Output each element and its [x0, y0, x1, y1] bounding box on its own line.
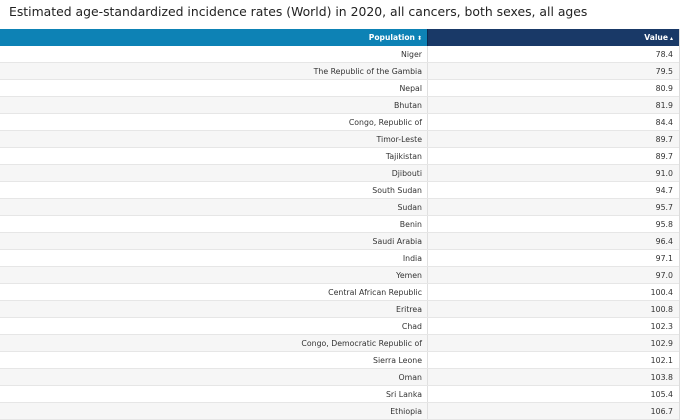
sort-up-icon: ▴ [669, 35, 673, 42]
cell-population: South Sudan [372, 186, 422, 195]
results-table [0, 29, 679, 420]
table-row [0, 301, 679, 318]
table-row [0, 284, 679, 301]
cell-value: 105.4 [427, 386, 679, 402]
cell-population: Timor-Leste [376, 135, 422, 144]
table-row [0, 318, 679, 335]
cell-value: 84.4 [427, 114, 679, 130]
cell-population: Nepal [399, 84, 422, 93]
cell-value: 80.9 [427, 80, 679, 96]
cell-value: 100.4 [427, 284, 679, 300]
cell-population: Sri Lanka [385, 390, 422, 399]
column-header-value-label: Value [644, 33, 668, 42]
table-row [0, 352, 679, 369]
cell-population: Niger [401, 50, 422, 59]
cell-population: Chad [401, 322, 422, 331]
table-row [0, 335, 679, 352]
cell-value: 103.8 [427, 369, 679, 385]
table-row [0, 165, 679, 182]
table-row [0, 182, 679, 199]
cell-value: 96.4 [427, 233, 679, 249]
cell-population: Eritrea [396, 305, 422, 314]
table-row [0, 233, 679, 250]
cell-value: 78.4 [427, 46, 679, 62]
cell-population: Congo, Republic of [348, 118, 422, 127]
table-body [0, 46, 679, 420]
cell-population: Benin [399, 220, 422, 229]
cell-value: 94.7 [427, 182, 679, 198]
cell-value: 89.7 [427, 148, 679, 164]
cell-population: Sudan [397, 203, 422, 212]
table-row [0, 114, 679, 131]
table-row [0, 63, 679, 80]
cell-population: The Republic of the Gambia [313, 67, 422, 76]
cell-population: Ethiopia [390, 407, 422, 416]
cell-value: 102.9 [427, 335, 679, 351]
table-row [0, 369, 679, 386]
cell-population: Central African Republic [328, 288, 422, 297]
cell-value: 97.0 [427, 267, 679, 283]
cell-population: Yemen [396, 271, 422, 280]
page-title: Estimated age-standardized incidence rates (World) in 2020, all cancers, both sexes, all ages [9, 4, 588, 19]
table-row [0, 199, 679, 216]
cell-value: 106.7 [427, 403, 679, 419]
cell-population: Djibouti [391, 169, 422, 178]
column-header-population[interactable] [0, 29, 427, 46]
cell-population: Oman [398, 373, 422, 382]
table-header [0, 29, 679, 46]
table-row [0, 80, 679, 97]
cell-value: 91.0 [427, 165, 679, 181]
cell-value: 102.1 [427, 352, 679, 368]
table-row [0, 131, 679, 148]
cell-population: Congo, Democratic Republic of [301, 339, 422, 348]
cell-value: 95.7 [427, 199, 679, 215]
table-row [0, 216, 679, 233]
table-row [0, 250, 679, 267]
column-header-population-label: Population [368, 33, 415, 42]
table-row [0, 46, 679, 63]
column-header-value[interactable] [427, 29, 679, 46]
cell-population: Saudi Arabia [372, 237, 422, 246]
cell-value: 79.5 [427, 63, 679, 79]
cell-value: 102.3 [427, 318, 679, 334]
table-row [0, 386, 679, 403]
table-row [0, 148, 679, 165]
cell-value: 97.1 [427, 250, 679, 266]
cell-population: Tajikistan [385, 152, 422, 161]
cell-population: India [402, 254, 422, 263]
table-row [0, 267, 679, 284]
cell-value: 100.8 [427, 301, 679, 317]
cell-population: Sierra Leone [373, 356, 422, 365]
cell-value: 89.7 [427, 131, 679, 147]
table-row [0, 97, 679, 114]
cell-value: 95.8 [427, 216, 679, 232]
cell-value: 81.9 [427, 97, 679, 113]
cell-population: Bhutan [393, 101, 422, 110]
table-row [0, 403, 679, 420]
sort-both-icon: ⬍ [416, 35, 422, 42]
